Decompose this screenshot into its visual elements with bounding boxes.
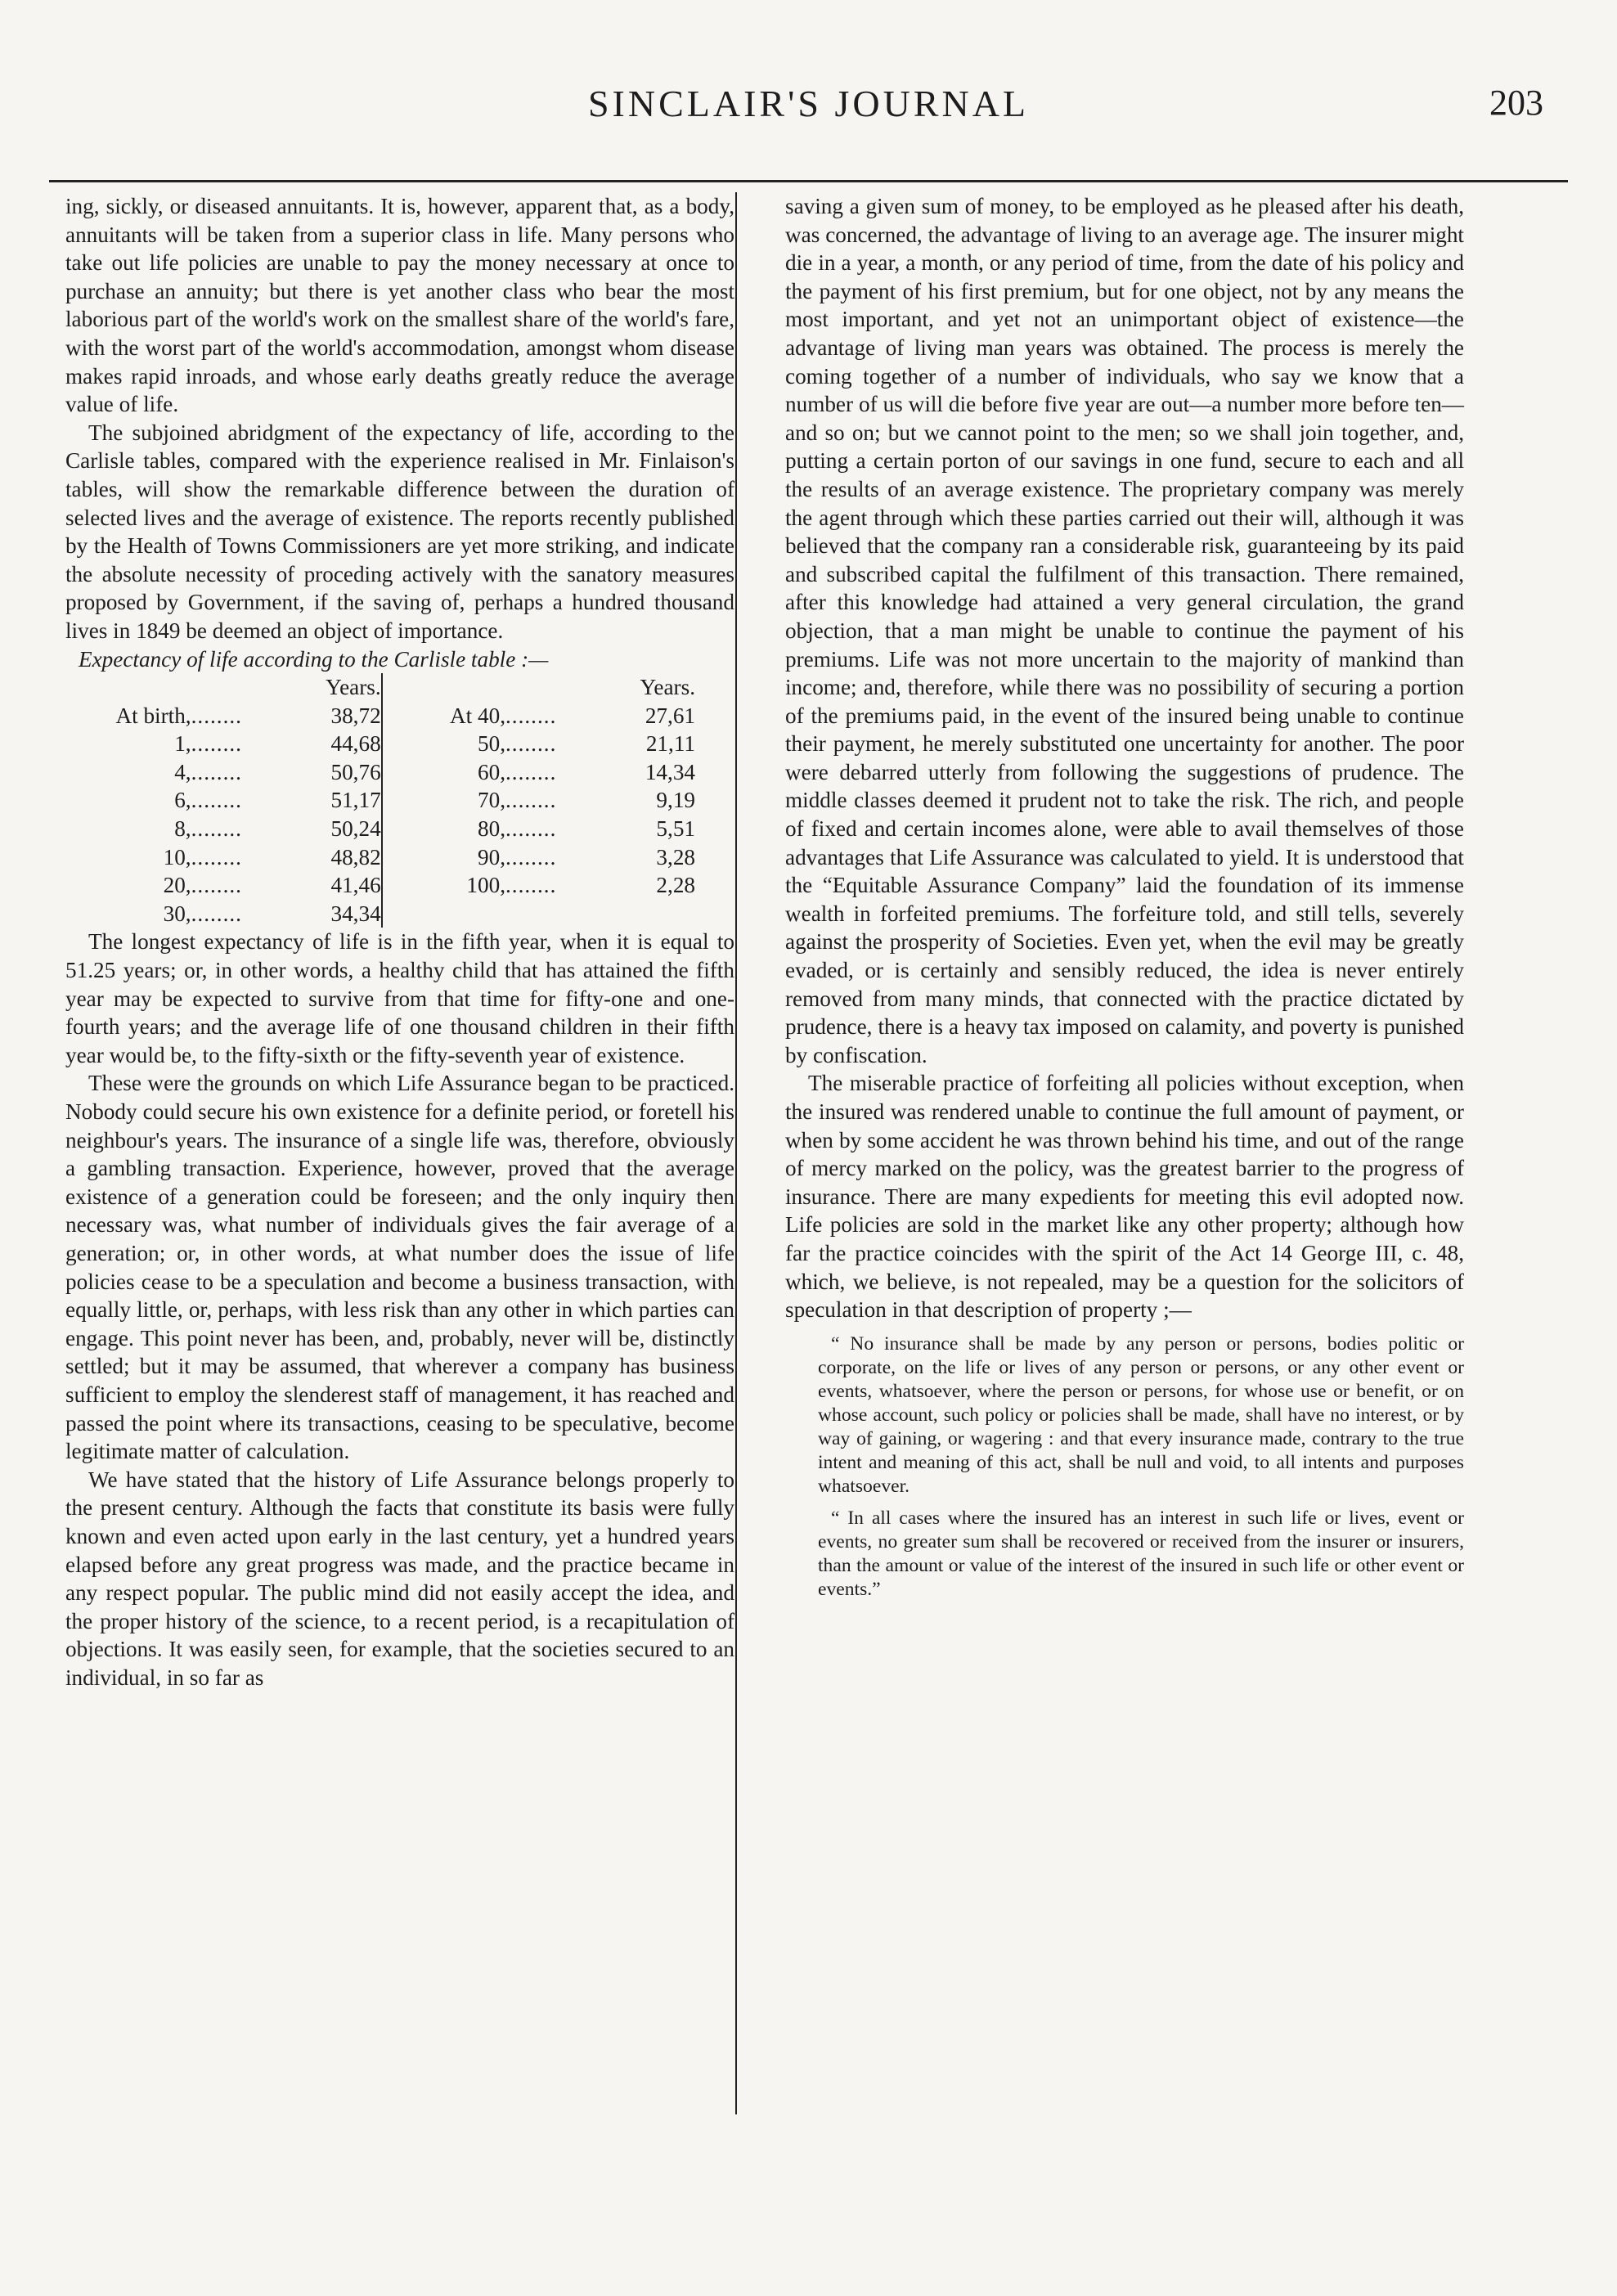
column-divider <box>735 192 737 2114</box>
leader-dots: ........ <box>505 844 557 869</box>
age-label: 20, <box>163 873 191 898</box>
age-label: 8, <box>174 816 191 842</box>
expectancy-table <box>74 673 695 928</box>
expectancy-value: 44,68 <box>290 730 382 758</box>
age-label: 4, <box>174 759 191 784</box>
page-header <box>49 82 1568 139</box>
age-label: At birth, <box>115 703 191 728</box>
expectancy-value: 51,17 <box>290 786 382 815</box>
table-row <box>74 900 695 928</box>
years-header: Years. <box>640 675 695 700</box>
expectancy-value: 34,34 <box>290 900 382 928</box>
expectancy-value: 2,28 <box>656 873 695 898</box>
leader-dots: ........ <box>191 759 242 784</box>
age-label: 60, <box>478 759 505 784</box>
left-column <box>65 192 734 1692</box>
expectancy-value: 27,61 <box>645 703 695 728</box>
table-row <box>74 758 695 787</box>
age-label: At 40, <box>450 703 505 728</box>
leader-dots: ........ <box>505 788 557 813</box>
paragraph: These were the grounds on which Life Assurance began to be practiced. Nobody could secure his own existence for a definite period, or foretell his neighbour's years. The insurance of a single life was, therefore, obviously a gambling transaction. Experience, however, proved that the average existence of a generation could be foreseen; and the only inquiry then necessary was, what number of individuals gives the fair average of a generation; or, in other words, at what number does the issue of life policies cease to be a speculation and become a business transaction, with equally little, or, perhaps, with less risk than any other in which parties can engage. This point never has been, and, probably, never will be, distinctly settled; but it may be assumed, that wherever a company has business sufficient to employ the slenderest staff of management, it has reached and passed the point where its transactions, ceasing to be speculative, become legitimate matter of calculation. <box>65 1071 734 1464</box>
expectancy-value: 14,34 <box>645 759 695 784</box>
age-label: 50, <box>478 731 505 757</box>
table-row <box>74 815 695 843</box>
leader-dots: ........ <box>191 844 242 869</box>
leader-dots: ........ <box>191 788 242 813</box>
paragraph: We have stated that the history of Life Assurance belongs properly to the present century. Although the facts that constitute its basis were fully known and even acted upon early in the last century, yet a hundred years elapsed before any great progress was made, and the practice became in any respect popular. The public mind did not easily accept the idea, and the proper history of the science, to a recent period, is a recapitulation of objections. It was easily seen, for example, that the societies secured to an individual, in so far as <box>65 1467 734 1690</box>
expectancy-value: 5,51 <box>656 816 695 842</box>
leader-dots: ........ <box>191 731 242 757</box>
quote-text: “ No insurance shall be made by any person or persons, bodies politic or corporate, on the life or lives of any person or persons, or any other event or events, whatsoever, where the person or persons, for whose use or benefit, or on whose account, such policy or policies shall be made, shall have no interest, or by way of gaining, or wagering : and that every insurance made, contrary to the true intent and meaning of this act, shall be null and void, to all intents and purposes whatsoever. <box>818 1332 1464 1497</box>
age-label: 100, <box>466 873 505 898</box>
right-column <box>785 192 1464 1602</box>
table-row <box>74 843 695 872</box>
table-row <box>74 730 695 758</box>
header-blank <box>74 673 191 702</box>
header-blank <box>505 673 605 702</box>
leader-dots: ........ <box>191 816 242 842</box>
leader-dots: ........ <box>505 759 557 784</box>
age-label: 1, <box>174 731 191 757</box>
running-title: SINCLAIR'S JOURNAL <box>587 83 1030 124</box>
age-label: 90, <box>478 844 505 869</box>
paragraph: The subjoined abridgment of the expectancy of life, according to the Carlisle tables, compared with the experience realised in Mr. Finlaison's tables, will show the remarkable difference between the duration of selected lives and the average of existence. The reports recently published by the Health of Towns Commissioners are yet more striking, and indicate the absolute necessity of proceding actively with the sanatory measures proposed by Government, if the saving of, perhaps a hundred thousand lives in 1849 be deemed an object of importance. <box>65 420 734 643</box>
leader-dots: ........ <box>505 731 557 757</box>
paragraph: The longest expectancy of life is in the fifth year, when it is equal to 51.25 years; or, in other words, a healthy child that has attained the fifth year may be expected to survive from that time for fifty-one and one-fourth years; and the average life of one thousand children in their fifth year would be, to the fifty-sixth or the fifty-seventh year of existence. <box>65 929 734 1067</box>
expectancy-value: 38,72 <box>290 702 382 730</box>
expectancy-value: 9,19 <box>656 788 695 813</box>
age-label: 80, <box>478 816 505 842</box>
age-label: 6, <box>174 788 191 813</box>
empty-cell <box>604 900 695 928</box>
expectancy-value: 50,76 <box>290 758 382 787</box>
quote-text: “ In all cases where the insured has an interest in such life or lives, event or events, no greater sum shall be recovered or received from the insurer or insurers, than the amount or value of the interest of the insured in such life or other event or events.” <box>818 1507 1464 1600</box>
expectancy-value: 50,24 <box>290 815 382 843</box>
paragraph: The miserable practice of forfeiting all policies without exception, when the insured was rendered unable to continue the full amount of payment, or when by some accident he was thrown behind his time, and out of the range of mercy marked on the policy, was the greatest barrier to the progress of insurance. There are many expedients for meeting this evil adopted now. Life policies are sold in the market like any other property; although how far the practice coincides with the spirit of the Act 14 George III, c. 48, which, we believe, is not repealed, may be a question for the solicitors of speculation in that description of property ;— <box>785 1071 1464 1323</box>
leader-dots: ........ <box>191 873 242 898</box>
expectancy-value: 21,11 <box>645 731 695 757</box>
expectancy-value: 3,28 <box>656 844 695 869</box>
leader-dots: ........ <box>505 703 557 728</box>
paragraph: saving a given sum of money, to be employed as he pleased after his death, was concerned, the advantage of living to an average age. The insurer might die in a year, a month, or any period of time, from the date of his policy and the payment of his first premium, but for one object, not by any means the most important, and yet not an unimportant object of existence—the advantage of living man years was obtained. The process is merely the coming together of a number of individuals, who say we know that a number of us will die before five year are out—a number more before ten—and so on; but we cannot point to the men; so we shall join together, and, putting a certain porton of our savings in one fund, secure to each and all the results of an average existence. The proprietary company was merely the agent through which these parties carried out their will, although it was believed that the company ran a considerable risk, guaranteeing by its paid and subscribed capital the fulfilment of this transaction. There remained, after this knowledge had attained a very general circulation, the grand objection, that a man might be unable to continue the payment of his premiums. Life was not more uncertain to the majority of mankind than income; and, therefore, while there was no possibility of securing a portion of the premiums paid, in the event of the insured being unable to continue their payment, he merely substituted one uncertainty for another. The poor were debarred utterly from following the suggestions of prudence. The middle classes deemed it prudent not to take the risk. The rich, and people of fixed and certain incomes alone, were able to avail themselves of those advantages that Life Assurance was calculated to yield. It is understood that the “Equitable Assurance Company” laid the foundation of its immense wealth in forfeited premiums. The forfeiture told, and still tells, severely against the prosperity of Societies. Even yet, when the evil may be greatly evaded, or is certainly and sensibly reduced, the idea is never entirely removed from many minds, that connected with the practice dictated by prudence, there is a heavy tax imposed on calamity, and poverty is punished by confiscation. <box>785 194 1464 1067</box>
paragraph: ing, sickly, or diseased annuitants. It is, however, apparent that, as a body, annuitants will be taken from a superior class in life. Many persons who take out life policies are unable to pay the money necessary at once to purchase an annuity; but there is yet another class who bear the most laborious part of the world's work on the smallest share of the world's fare, with the worst part of the world's accommodation, amongst whom disease makes rapid inroads, and whose early deaths greatly reduce the average value of life. <box>65 194 734 417</box>
header-blank <box>191 673 291 702</box>
empty-cell <box>505 900 605 928</box>
expectancy-value: 41,46 <box>290 871 382 900</box>
age-label: 30, <box>163 901 191 926</box>
statute-quote <box>818 1507 1464 1602</box>
statute-quote <box>818 1332 1464 1498</box>
years-header: Years. <box>290 673 382 702</box>
table-header-row <box>74 673 695 702</box>
leader-dots: ........ <box>505 873 557 898</box>
header-rule <box>49 180 1568 182</box>
leader-dots: ........ <box>191 901 242 926</box>
table-row <box>74 702 695 730</box>
leader-dots: ........ <box>505 816 557 842</box>
page-number: 203 <box>1489 83 1543 123</box>
age-label: 70, <box>478 788 505 813</box>
header-blank <box>382 673 505 702</box>
expectancy-value: 48,82 <box>290 843 382 872</box>
empty-cell <box>382 900 505 928</box>
table-row <box>74 871 695 900</box>
age-label: 10, <box>163 844 191 869</box>
table-row <box>74 786 695 815</box>
leader-dots: ........ <box>191 703 242 728</box>
table-caption: Expectancy of life according to the Carlisle table :— <box>79 646 549 672</box>
